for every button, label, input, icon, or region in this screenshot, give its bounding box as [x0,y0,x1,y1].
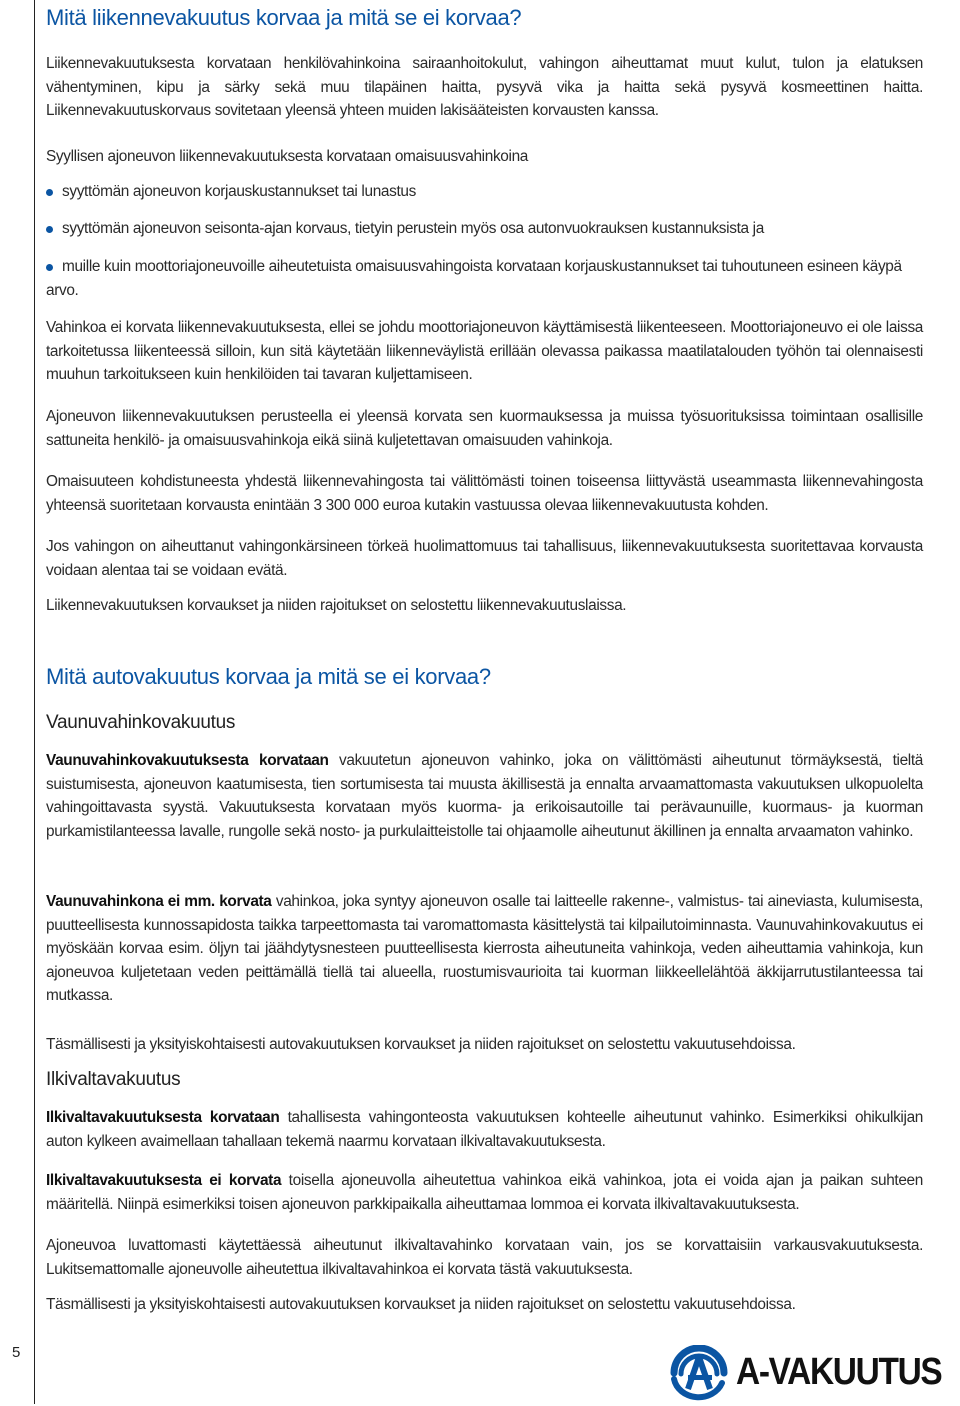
paragraph [46,1106,923,1153]
property-damage-lead: Syyllisen ajoneuvon liikennevakuutuksesta korvataan omaisuusvahinkoina [46,148,528,165]
paragraph: Täsmällisesti ja yksityiskohtaisesti autovakuutuksen korvaukset ja niiden rajoitukset on selostettu vakuutusehdoissa. [46,1036,796,1053]
bold-lead: Ilkivaltavakuutuksesta korvataan [46,1109,280,1126]
intro-paragraph: Liikennevakuutuksesta korvataan henkilövahinkoina sairaanhoitokulut, vahingon aiheuttamat muut kulut, tulon ja elatuksen vähentyminen, kipu ja särky sekä muu tilapäinen haitta, pysyvä vika ja haitta sekä pysyvä kosmeettinen haitta. Liikennevakuutuskorvaus sovitetaan yleensä yhteen muiden lakisääteisten korvausten kanssa. [46,55,923,120]
bullet-icon [46,264,53,271]
page-number: 5 [12,1344,21,1361]
paragraph: Vahinkoa ei korvata liikennevakuutuksesta, ellei se johdu moottoriajoneuvon käyttämisestä liikenteeseen. Moottoriajoneuvo ei ole laissa tarkoitetussa liikenteessä silloin, kun sitä käytetään liikenneväylistä erillään olevassa paikassa maatilatalouden työhön tai olennaisesti muuhun tarkoitukseen kuin henkilöiden tai tavaran kuljettamiseen. [46,319,923,384]
paragraph: Ajoneuvoa luvattomasti käytettäessä aiheutunut ilkivaltavahinko korvataan vain, jos se korvattaisiin varkausvakuutuksesta. Lukitsemattomalle ajoneuvolle aiheutettua ilkivaltavahinkoa ei korvata tästä vakuutuksesta. [46,1237,923,1278]
list-item [46,217,923,241]
logo-wordmark: A-VAKUUTUS [736,1351,942,1393]
paragraph [46,749,923,843]
paragraph: Ajoneuvon liikennevakuutuksen perusteella ei yleensä korvata sen kuormauksessa ja muissa työsuorituksissa toimintaan osallisille sattuneita henkilö- ja omaisuusvahinkoja eikä siinä kuljetettavan omaisuuden vahinkoja. [46,408,923,449]
logo-emblem-icon [666,1345,732,1401]
section-title-autovakuutus: Mitä autovakuutus korvaa ja mitä se ei korvaa? [46,664,491,689]
subheading-vaunuvahinkovakuutus: Vaunuvahinkovakuutus [46,712,236,733]
margin-rule [34,0,35,1404]
list-item-text: syyttömän ajoneuvon seisonta-ajan korvaus, tietyin perustein myös osa autonvuokrauksen kustannuksista ja [62,220,764,237]
paragraph-text: tahallisesta vahingonteosta vakuutuksen kohteelle aiheutunut vahinko. Esimerkiksi ohikulkijan auton kylkeen avaimellaan tahallaan tekemä naarmu korvataan ilkivaltavakuutuksesta. [46,1109,923,1150]
bold-lead: Vaunuvahinkona ei mm. korvata [46,893,272,910]
list-item [46,255,923,302]
bold-lead: Vaunuvahinkovakuutuksesta korvataan [46,752,329,769]
bullet-icon [46,226,53,233]
paragraph [46,1169,923,1216]
paragraph-text: vakuutetun ajoneuvon vahinko, joka on välittömästi aiheutunut törmäyksestä, tieltä suistumisesta, ajoneuvon kaatumisesta, tien sortumisesta tai muusta äkillisestä ja ennalta arvaamattomasta vakuutuksen ulkopuolelta vahingoittavasta syystä. Vakuutuksesta korvataan myös kuorma- ja erikoisautoille tai perävaunuille, kuormaus- ja kuorman purkamistilanteessa lavalle, rungolle sekä nosto- ja purkulaitteistolle tai ohjaamolle aiheutunut äkillinen ja ennalta arvaamaton vahinko. [46,752,923,840]
paragraph: Liikennevakuutuksen korvaukset ja niiden rajoitukset on selostettu liikennevakuutuslaissa. [46,597,627,614]
subheading-ilkivaltavakuutus: Ilkivaltavakuutus [46,1069,181,1090]
paragraph: Täsmällisesti ja yksityiskohtaisesti autovakuutuksen korvaukset ja niiden rajoitukset on selostettu vakuutusehdoissa. [46,1296,796,1313]
paragraph: Jos vahingon on aiheuttanut vahingonkärsineen törkeä huolimattomuus tai tahallisuus, liikennevakuutuksesta suoritettavaa korvausta voidaan alentaa tai se voidaan evätä. [46,538,923,579]
bullet-icon [46,189,53,196]
list-item-text: muille kuin moottoriajoneuvoille aiheutetuista omaisuusvahingoista korvataan korjauskustannukset tai tuhoutuneen esineen käypä arvo. [46,258,902,299]
bold-lead: Ilkivaltavakuutuksesta ei korvata [46,1172,282,1189]
paragraph-text: toisella ajoneuvolla aiheutettua vahinkoa eikä vahinkoa, jota ei voida ajan ja paikan suhteen määritellä. Niinpä esimerkiksi toisen ajoneuvon parkkipaikalla aiheuttamaa lommoa ei korvata ilkivaltavakuutuksesta. [46,1172,923,1213]
a-vakuutus-logo [666,1345,946,1401]
list-item-text: syyttömän ajoneuvon korjauskustannukset tai lunastus [62,183,416,200]
paragraph-text: vahinkoa, joka syntyy ajoneuvon osalle tai laitteelle rakenne-, valmistus- tai aineviasta, kulumisesta, puutteellisesta kunnossapidosta taikka tarpeettomasta tai varomattomasta käsittelystä tai kilpailutoiminnasta. Vaunuvahinkovakuutus ei myöskään korvaa esim. öljyn tai jäähdytysnesteen puutteellisesta kierrosta aiheutuneita vahinkoja, veden aiheuttamia vahinkoja, kun ajoneuvoa kuljetetaan veden peittämällä tiellä tai alueella, ruostumisvaurioita tai kuorman liikkeellelähtöä äkkijarrutustilanteessa tai mutkassa. [46,893,923,1005]
list-item [46,180,923,204]
paragraph: Omaisuuteen kohdistuneesta yhdestä liikennevahingosta tai välittömästi toinen toiseensa liittyvästä useammasta liikennevahingosta yhteensä suoritetaan korvausta enintään 3 300 000 euroa kutakin vastuussa olevaa liikennevakuutusta kohden. [46,473,923,514]
paragraph [46,890,923,1008]
section-title-liikennevakuutus: Mitä liikennevakuutus korvaa ja mitä se ei korvaa? [46,5,522,30]
